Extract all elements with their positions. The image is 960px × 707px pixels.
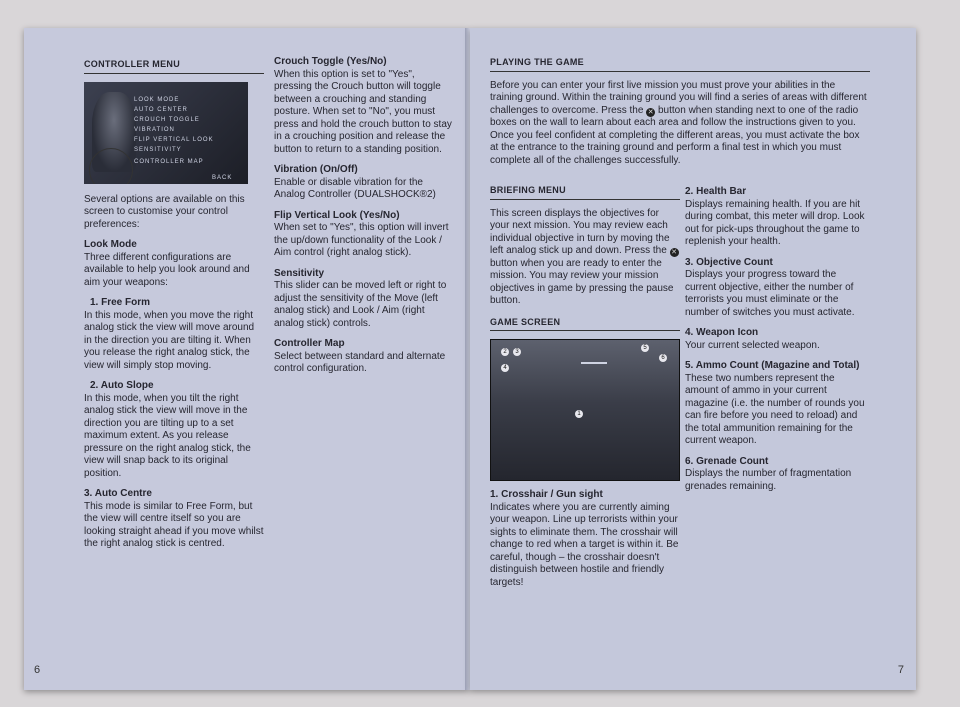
- playing-heading: PLAYING THE GAME: [490, 56, 870, 72]
- weapon-title: 4. Weapon Icon: [685, 327, 759, 338]
- free-form-title: 1. Free Form: [90, 297, 151, 308]
- menu-line: CONTROLLER MAP: [134, 158, 204, 165]
- vibration-text: Enable or disable vibration for the Analog Controller (DUALSHOCK®2): [274, 176, 436, 200]
- briefing-text-1: This screen displays the objectives for your next mission. You may review each individual objective in turn by moving the left analog stick up and down. Press the: [490, 207, 670, 256]
- look-mode-title: Look Mode: [84, 239, 137, 250]
- controller-menu-heading: CONTROLLER MENU: [84, 58, 264, 74]
- sensitivity-text: This slider can be moved left or right to adjust the sensitivity of the Move (left analog stick) and Look / Aim (right analog stick) controls.: [274, 280, 447, 329]
- ammo-title: 5. Ammo Count (Magazine and Total): [685, 360, 860, 371]
- cross-button-icon: ✕: [647, 108, 654, 116]
- briefing-text-2: button when you are ready to enter the mission. You may review your mission objectives in game by pressing the pause button.: [490, 257, 674, 306]
- marker-4: 4: [501, 364, 509, 372]
- look-mode-text: Three different configurations are available to help you look around and aim your weapons:: [84, 251, 250, 288]
- left-column-1: [84, 58, 264, 559]
- grenade-title: 6. Grenade Count: [685, 455, 769, 467]
- menu-line: LOOK MODE: [134, 96, 180, 103]
- cross-button-icon: ✕: [671, 249, 677, 256]
- playing-text: [490, 80, 870, 168]
- health-text: Displays remaining health. If you are hit during combat, this meter will drop. Look out for pick-ups throughout the game to replenish your health.: [685, 198, 865, 247]
- marker-1: 1: [575, 410, 583, 418]
- briefing-heading: BRIEFING MENU: [490, 184, 680, 200]
- left-page: [24, 28, 469, 690]
- playing-text-2: button when standing next to one of the radio boxes on the wall to learn about each area and follow the instructions given to you. Once you feel confident at completing the different areas, you must activate the box at the entrance to the training ground and perform a final test in which you must complete all of the challenges successfully.: [490, 104, 860, 166]
- playing-section: [490, 56, 870, 175]
- crosshair-text: Indicates where you are currently aiming your weapon. Line up terrorists within your sights to eliminate them. The crosshair will change to red when a target is within it. Be careful, though – the crosshair doesn't distinguish between hostile and friendly targets!: [490, 501, 679, 588]
- right-column-1: [490, 184, 680, 597]
- crosshair-title: 1. Crosshair / Gun sight: [490, 489, 603, 500]
- marker-3: 3: [513, 348, 521, 356]
- auto-centre-text: This mode is similar to Free Form, but the view will centre itself so you are looking straight ahead if you move whilst the right analog stick is centred.: [84, 500, 264, 549]
- menu-line: SENSITIVITY: [134, 146, 182, 153]
- free-form-text: In this mode, when you move the right analog stick the view will move around in the direction you are tilting it. When you release the right analog stick, the view will simply stop moving.: [84, 309, 255, 371]
- playing-text-1: Before you can enter your first live mission you must prove your abilities in the training ground. Within the training ground you will find a series of areas with different challenges to overcome. Press the: [490, 79, 867, 116]
- marker-6: 6: [659, 354, 667, 362]
- crouch-text: When this option is set to "Yes", pressing the Crouch button will toggle between a crouching and standing posture. When set to "No", you must press and hold the crouch button to stay in a crouching position and release the button to return to a standing position.: [274, 68, 452, 155]
- controller-menu-screenshot: [84, 82, 248, 184]
- page-number-right: 7: [897, 664, 904, 676]
- flip-text: When set to "Yes", this option will invert the up/down functionality of the Look / Aim control (right analog stick).: [274, 222, 449, 258]
- right-page: [470, 28, 916, 690]
- auto-slope-text: In this mode, when you tilt the right analog stick the view will move in the direction you are tilting up to a set maximum extent. As you release pressure on the right analog stick, the view will snap back to its original position.: [84, 392, 251, 479]
- controller-map-title: Controller Map: [274, 338, 345, 349]
- game-screen-heading: GAME SCREEN: [490, 316, 680, 332]
- weapon-text: Your current selected weapon.: [685, 339, 820, 351]
- flip-title: Flip Vertical Look (Yes/No): [274, 209, 400, 221]
- game-screen-screenshot: [490, 339, 680, 481]
- grenade-text: Displays the number of fragmentation grenades remaining.: [685, 468, 852, 492]
- crouch-title: Crouch Toggle (Yes/No): [274, 56, 387, 67]
- auto-centre-title: 3. Auto Centre: [84, 488, 152, 499]
- menu-line: FLIP VERTICAL LOOK: [134, 136, 214, 143]
- ammo-text: These two numbers represent the amount of ammo in your current magazine (i.e. the number of rounds you can fire before you need to reload) and the total ammunition remaining for the current weapon.: [685, 372, 865, 446]
- objective-text: Displays your progress toward the current objective, either the number of terrorists you must eliminate or the number of switches you must activate.: [685, 269, 855, 318]
- page-number-left: 6: [34, 664, 41, 676]
- vibration-title: Vibration (On/Off): [274, 164, 358, 175]
- menu-line: VIBRATION: [134, 126, 175, 133]
- objective-title: 3. Objective Count: [685, 256, 773, 268]
- right-column-2: [685, 186, 865, 501]
- menu-line: AUTO CENTER: [134, 106, 188, 113]
- sensitivity-title: Sensitivity: [274, 267, 325, 279]
- menu-back: BACK: [212, 174, 233, 181]
- menu-line: CROUCH TOGGLE: [134, 116, 200, 123]
- marker-2: 2: [501, 348, 509, 356]
- left-column-2: [274, 56, 452, 384]
- briefing-text: [490, 208, 680, 308]
- controller-map-text: Select between standard and alternate control configuration.: [274, 350, 446, 374]
- auto-slope-title: 2. Auto Slope: [90, 380, 154, 391]
- health-title: 2. Health Bar: [685, 186, 747, 197]
- health-bar: [581, 362, 607, 364]
- marker-5: 5: [641, 344, 649, 352]
- controller-menu-intro: Several options are available on this screen to customise your control preferences:: [84, 193, 245, 230]
